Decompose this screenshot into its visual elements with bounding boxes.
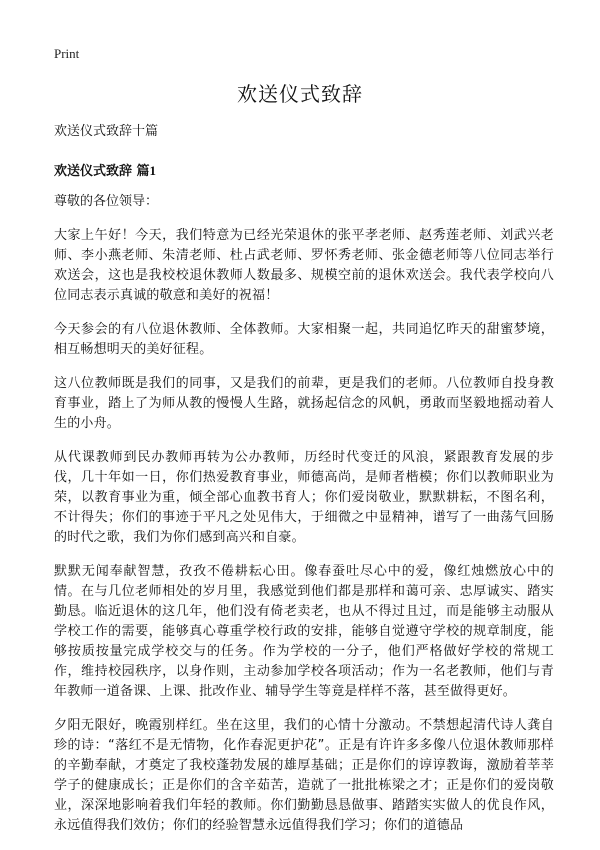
- document-title: 欢送仪式致辞: [237, 82, 363, 106]
- section-heading-text: 欢送仪式致辞 篇: [54, 164, 150, 179]
- salutation: 尊敬的各位领导：: [54, 194, 159, 209]
- print-link[interactable]: Print: [54, 46, 80, 61]
- paragraph: 从代课教师到民办教师再转为公办教师，历经时代变迁的风浪，紧跟教育发展的步伐，几十年如一日，你们热爱教育事业，师德高尚，是师者楷模；你们以教师职业为荣，以教育事业为重，倾全部心血教书育人；你们爱岗敬业，默默耕耘，不图名利，不计得失；你们的事迹于平凡之处见伟大，于细微之中显精神，谱写了一曲荡气回肠的时代之歌，我们为你们感到高兴和自豪。: [54, 450, 554, 545]
- paragraph: 大家上午好！今天，我们特意为已经光荣退休的张平孝老师、赵秀莲老师、刘武兴老师、李小燕老师、朱清老师、杜占武老师、罗怀秀老师、张金德老师等八位同志举行欢送会，这也是我校校退休教师人数最多、规模空前的退休欢送会。我代表学校向八位同志表示真诚的敬意和美好的祝福！: [54, 228, 554, 303]
- paragraph: 今天参会的有八位退休教师、全体教师。大家相聚一起，共同追忆昨天的甜蜜梦境，相互畅想明天的美好征程。: [54, 322, 554, 357]
- paragraph: 默默无闻奉献智慧，孜孜不倦耕耘心田。像春蚕吐尽心中的爱，像红烛燃放心中的情。在与几位老师相处的岁月里，我感觉到他们都是那样和蔼可亲、忠厚诚实、踏实勤恳。临近退休的这几年，他们没有倚老卖老，也从不得过且过，而是能够主动服从学校工作的需要，能够真心尊重学校行政的安排，能够自觉遵守学校的规章制度，能够按质按量完成学校交与的任务。作为学校的一分子，他们严格做好学校的常规工作，维持校园秩序，以身作则，主动参加学校各项活动；作为一名老教师，他们与青年教师一道备课、上课、批改作业、辅导学生等竟是样样不落，甚至做得更好。: [54, 564, 554, 699]
- section-heading: [54, 161, 554, 182]
- document-body: [54, 122, 554, 850]
- section-heading-number: 1: [149, 163, 157, 178]
- paragraph: 夕阳无限好，晚霞别样红。坐在这里，我们的心情十分激动。不禁想起清代诗人龚自珍的诗：“落红不是无情物，化作春泥更护花”。正是有许许多多像八位退休教师那样的辛勤奉献，才奠定了我校蓬勃发展的雄厚基础；正是你们的谆谆教诲，激励着莘莘学子的健康成长；正是你们的含辛茹苦，造就了一批批栋梁之才；正是你们的爱岗敬业，深深地影响着我们年轻的教师。你们勤勤恳恳做事、踏踏实实做人的优良作风，永远值得我们效仿；你们的经验智慧永远值得我们学习；你们的道德品: [54, 718, 554, 833]
- paragraph: 这八位教师既是我们的同事，又是我们的前辈，更是我们的老师。八位教师自投身教育事业，踏上了为师从教的慢慢人生路，就扬起信念的风帆，勇敢而坚毅地摇动着人生的小舟。: [54, 376, 554, 431]
- document-subtitle: 欢送仪式致辞十篇: [54, 124, 159, 139]
